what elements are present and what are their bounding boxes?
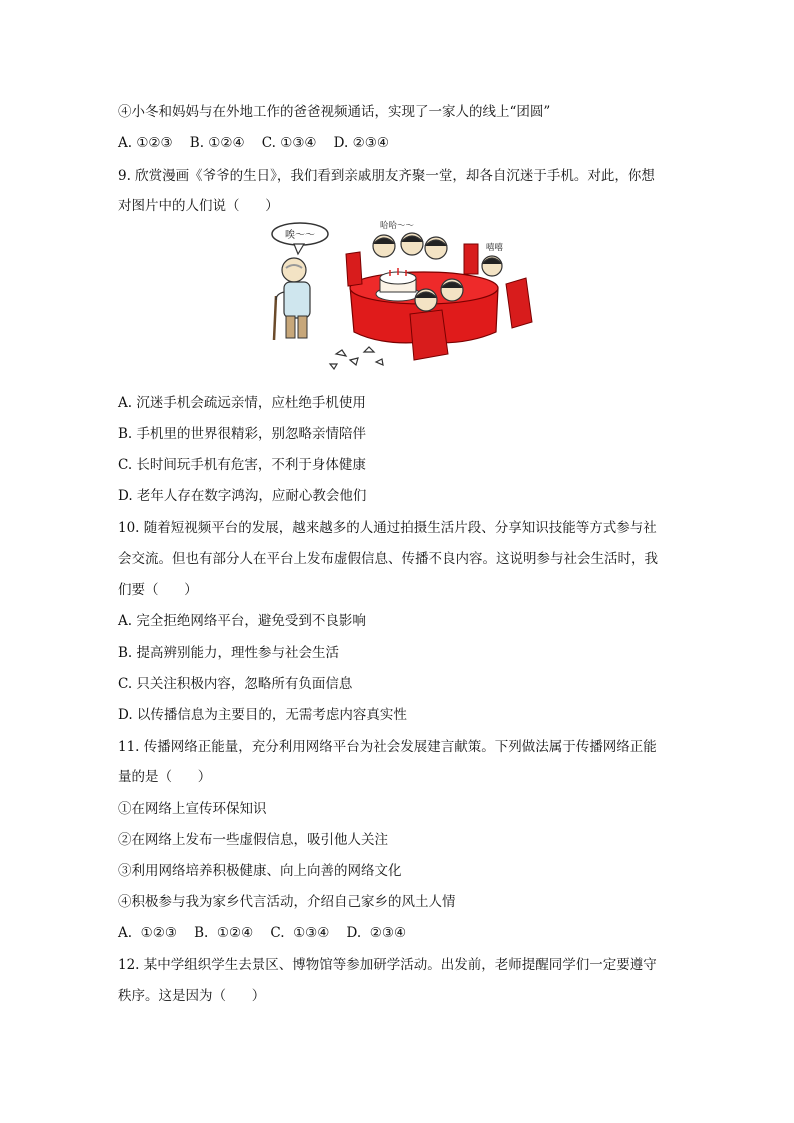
q9-stem-line2: 对图片中的人们说（ ） (118, 198, 279, 214)
birthday-cartoon (264, 214, 540, 370)
q10-stem-line3: 们要（ ） (118, 582, 198, 598)
q8-options: A. ①②③ B. ①②④ C. ①③④ D. ②③④ (118, 135, 389, 151)
q11-item1: ①在网络上宣传环保知识 (118, 801, 267, 817)
q9-option-d: D. 老年人存在数字鸿沟，应耐心教会他们 (118, 488, 367, 504)
q10-option-c: C. 只关注积极内容，忽略所有负面信息 (118, 676, 353, 692)
speech-text: 唉～～ (285, 230, 315, 241)
xixi-text: 嘻嘻 (486, 243, 504, 253)
q8-item4: ④小冬和妈妈与在外地工作的爸爸视频通话，实现了一家人的线上“团圆” (118, 104, 551, 120)
q11-stem-line1: 11. 传播网络正能量，充分利用网络平台为社会发展建言献策。下列做法属于传播网络正能 (118, 739, 657, 755)
grandpa-figure (274, 258, 310, 340)
q9-option-b: B. 手机里的世界很精彩，别忽略亲情陪伴 (118, 426, 367, 442)
broken-plate-pieces (330, 347, 383, 369)
q10-stem-line1: 10. 随着短视频平台的发展，越来越多的人通过拍摄生活片段、分享知识技能等方式参与社 (118, 520, 657, 536)
q9-option-c: C. 长时间玩手机有危害，不利于身体健康 (118, 457, 366, 473)
q11-item3: ③利用网络培养积极健康、向上向善的网络文化 (118, 863, 402, 879)
q11-stem-line2: 量的是（ ） (118, 769, 212, 785)
q9-stem-line1: 9. 欣赏漫画《爷爷的生日》，我们看到亲戚朋友齐聚一堂，却各自沉迷于手机。对此，你想 (118, 168, 655, 184)
q11-item4: ④积极参与我为家乡代言活动，介绍自己家乡的风土人情 (118, 894, 456, 910)
q10-stem-line2: 会交流。但也有部分人在平台上发布虚假信息、传播不良内容。这说明参与社会生活时，我 (118, 551, 658, 567)
haha-text: 哈哈～～ (380, 221, 415, 231)
q10-option-a: A. 完全拒绝网络平台，避免受到不良影响 (118, 613, 366, 629)
q9-option-a: A. 沉迷手机会疏远亲情，应杜绝手机使用 (118, 395, 366, 411)
q10-option-b: B. 提高辨别能力，理性参与社会生活 (118, 645, 340, 661)
q11-options: A. ①②③ B. ①②④ C. ①③④ D. ②③④ (118, 925, 407, 941)
q12-stem-line1: 12. 某中学组织学生去景区、博物馆等参加研学活动。出发前，老师提醒同学们一定要遵守 (118, 957, 657, 973)
q10-option-d: D. 以传播信息为主要目的，无需考虑内容真实性 (118, 707, 407, 723)
q11-item2: ②在网络上发布一些虚假信息，吸引他人关注 (118, 832, 388, 848)
q12-stem-line2: 秩序。这是因为（ ） (118, 988, 266, 1004)
